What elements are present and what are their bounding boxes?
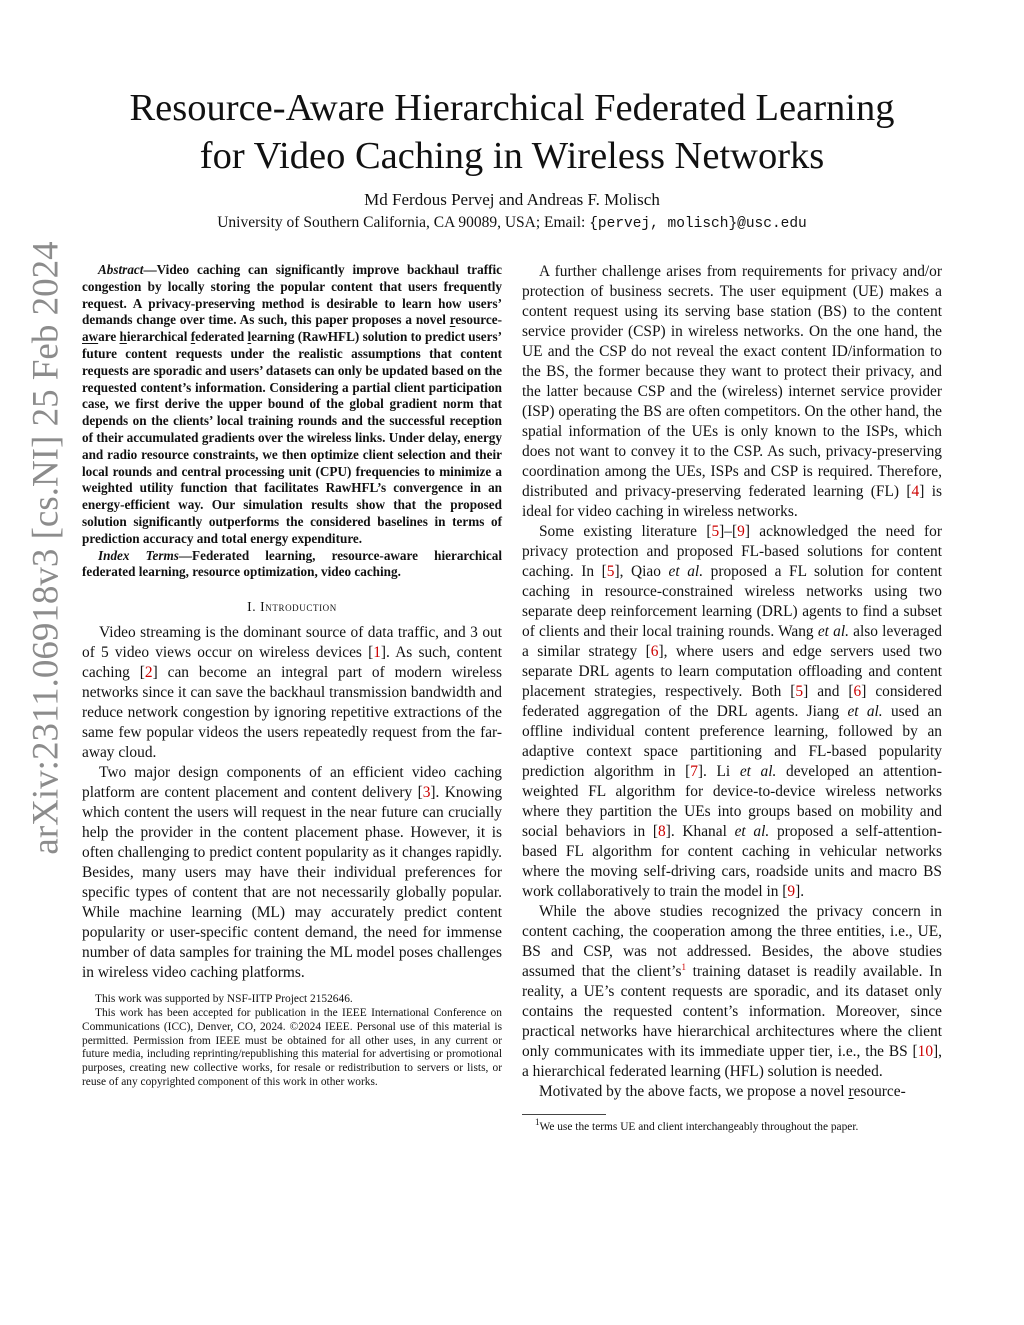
abstract: Abstract—Video caching can significantly improve backhaul traffic congestion by locally storing the popular content that users frequently request. A privacy-preserving method is desirable to learn how users’ demands change over time. As such, this paper proposes a novel resource-aware hierarchical federated learning (RawHFL) solution to predict users’ future content requests under the realistic assumptions that content requests are sporadic and users’ datasets can only be updated based on the requested content’s information. Considering a partial client participation case, we first derive the upper bound of the global gradient norm that depends on the clients’ local training rounds and the successful reception of their accumulated gradients over the wireless links. Under delay, energy and radio resource constraints, we then optimize client selection and their local rounds and central processing unit (CPU) frequencies to minimize a weighted utility function that facilitates RawHFL’s convergence in an energy-efficient way. Our simulation results show that the proposed solution significantly outperforms the considered baselines in terms of prediction accuracy and total energy expenditure. <box>82 262 503 546</box>
footnote-copyright: This work has been accepted for publication in the IEEE International Conference on Communications (ICC), Denver, CO, 2024. ©2024 IEEE. Personal use of this material is permitted. Permission from IEEE must be obtained for all other uses, in any current or future media, including reprinting/republishing this material for advertising or promotional purposes, creating new collective works, for resale or redistribution to servers or lists, or reuse of any copyrighted component of this work in other works. <box>82 1006 502 1088</box>
citation-link[interactable]: 1 <box>373 644 381 662</box>
index-terms <box>82 548 502 582</box>
intro-paragraph-2: Two major design components of an efficient video caching platform are content placement and content delivery [3]. Knowing which content the users will request in the near future can crucially help the provider in the content placement phase. However, it is often challenging to predict content popularity as it changes rapidly. Besides, many users may have their individual preferences for specific types of content that are not necessarily globally popular. While machine learning (ML) may accurately predict content popularity or user-specific content demand, the need for immense number of data samples for training the ML model poses challenges in wireless video caching platforms. <box>82 764 503 982</box>
left-column <box>82 262 502 1090</box>
footnote-funding: This work was supported by NSF-IITP Project 2152646. <box>95 993 353 1006</box>
arxiv-id: arXiv:2311.06918v3 [cs.NI] 25 Feb 2024 <box>25 241 67 855</box>
right-paragraph-2: Some existing literature [5]–[9] acknowledged the need for privacy protection and proposed FL-based solutions for content caching. In [5], Qiao et al. proposed a FL solution for content caching in resource-constrained wireless networks using two separate deep reinforcement learning (DRL) agents to find a subset of clients and their local training rounds. Wang et al. also leveraged a similar strategy [6], where users and edge servers used two separate DRL agents to learn computation offloading and content placement strategies, respectively. Both [5] and [6] considered federated aggregation of the DRL agents. Jiang et al. used an offline individual content preference learning, followed by an adaptive context space partitioning and FL-based popularity prediction algorithm in [7]. Li et al. developed an attention-weighted FL algorithm for device-to-device wireless networks where they partition the UEs into groups based on mobility and social behaviors in [8]. Khanal et al. proposed a self-attention-based FL algorithm for content caching in vehicular networks where the moving self-driving cars, roadside units and macro BS work collaboratively to train the model in [9]. <box>522 523 943 900</box>
right-paragraph-4: Motivated by the above facts, we propose a novel resource- <box>539 1083 906 1100</box>
authors: Md Ferdous Pervej and Andreas F. Molisch <box>364 190 660 209</box>
title-line-1: Resource-Aware Hierarchical Federated Learning <box>129 87 895 129</box>
right-paragraph-3: While the above studies recognized the privacy concern in content caching, the cooperation among the three entities, i.e., UE, BS and CSP, was not addressed. Besides, the above studies assumed that the $client’s^1$ training dataset is readily available. In reality, a UE’s content requests are sporadic, and its dataset only contains the requested content’s information. Moreover, since practical networks have hierarchical architectures where the client only communicates with its immediate upper tier, i.e., the BS [10], a hierarchical federated learning (HFL) solution is needed. <box>522 903 942 1080</box>
section-heading-introduction <box>82 599 502 615</box>
footnote-ue-client <box>522 1117 942 1135</box>
abstract-label: Abstract <box>98 262 144 277</box>
paper-title <box>80 84 944 180</box>
index-terms-label: Index Terms <box>98 547 179 563</box>
abstract-rest: (RawHFL) solution to predict users’ future content requests under the realistic assumptions that content requests are sporadic and users’ datasets can only be updated based on the requested content’s information. Considering a partial client participation case, we first derive the upper bound of the global gradient norm that depends on the clients’ local training rounds and the successful reception of their accumulated gradients over the wireless links. Under delay, energy and radio resource constraints, we then optimize client selection and their local rounds and central processing unit (CPU) frequencies to minimize a weighted utility function that facilitates RawHFL’s convergence in an energy-efficient way. Our simulation results show that the proposed solution significantly outperforms the considered baselines in terms of prediction accuracy and total energy expenditure. <box>82 329 503 546</box>
citation-link[interactable]: 5 <box>606 563 615 580</box>
citation-link[interactable]: 9 <box>737 523 745 540</box>
citation-link[interactable]: 2 <box>144 664 153 682</box>
footnote-ue-client-text: We use the terms UE and client interchangeably throughout the paper. <box>539 1121 859 1133</box>
intro-paragraph-1: Video streaming is the dominant source of data traffic, and 3 out of 5 video views occur on wireless devices [1]. As such, content caching [2] can become an integral part of modern wireless networks since it can save the backhaul transmission bandwidth and reduce network congestion by ignoring repetitive extractions of the same few popular videos the users repeatedly request from the far-away cloud. <box>82 624 502 762</box>
citation-link[interactable]: 6 <box>650 643 659 660</box>
affiliation-text: University of Southern California, CA 90089, USA; Email: <box>217 214 590 231</box>
citation-link[interactable]: 6 <box>853 683 862 700</box>
abstract-text: —Video caching can significantly improve backhaul traffic congestion by locally storing the popular content that users frequently request. A privacy-preserving method is desirable to learn how users’ demands change over time. As such, this paper proposes a novel <box>82 262 502 328</box>
affiliation <box>80 214 944 232</box>
title-line-2: for Video Caching in Wireless Networks <box>199 135 825 177</box>
section-numeral: I. <box>247 599 261 615</box>
citation-link[interactable]: 8 <box>658 823 666 840</box>
right-column <box>522 262 942 1135</box>
citation-link[interactable]: 5 <box>711 523 720 540</box>
resource-underlined: r <box>848 1083 854 1100</box>
footnote-number: 1 <box>535 1117 540 1128</box>
rawhfl-acronym: r <box>449 312 456 328</box>
citation-link[interactable]: 10 <box>917 1043 934 1060</box>
citation-link[interactable]: 3 <box>422 784 431 802</box>
footnote-marker[interactable]: 1 <box>681 961 686 972</box>
right-paragraph-1: A further challenge arises from requirements for privacy and/or protection of business secrets. The user equipment (UE) makes a content request using its serving base station (BS) to the content service provider (CSP) in wireless networks. On the one hand, the UE and the CSP do not reveal the exact content ID/information to the BS, the former because they want to protect their privacy, and the latter because CSP and the (wireless) internet service provider (ISP) operating the BS are often competitors. On the other hand, the spatial information of the UEs is only known to the ISPs, which does not want to convey it to the CSP. As such, privacy-preserving coordination among the UEs, ISPs and CSP is required. Therefore, distributed and privacy-preserving federated learning (FL) [4] is ideal for video caching in wireless networks. <box>522 263 942 520</box>
email[interactable]: {pervej, molisch}@usc.edu <box>589 216 807 232</box>
index-terms-text: —Federated learning, resource-aware hierarchical federated learning, resource optimization, video caching. <box>82 547 502 580</box>
section-name: Introduction <box>260 599 337 615</box>
citation-link[interactable]: 9 <box>787 883 796 900</box>
citation-link[interactable]: 4 <box>911 483 920 500</box>
arxiv-stamp <box>0 0 80 1325</box>
footnote-divider <box>522 1114 606 1115</box>
citation-link[interactable]: 5 <box>795 683 804 700</box>
citation-link[interactable]: 7 <box>690 763 698 780</box>
